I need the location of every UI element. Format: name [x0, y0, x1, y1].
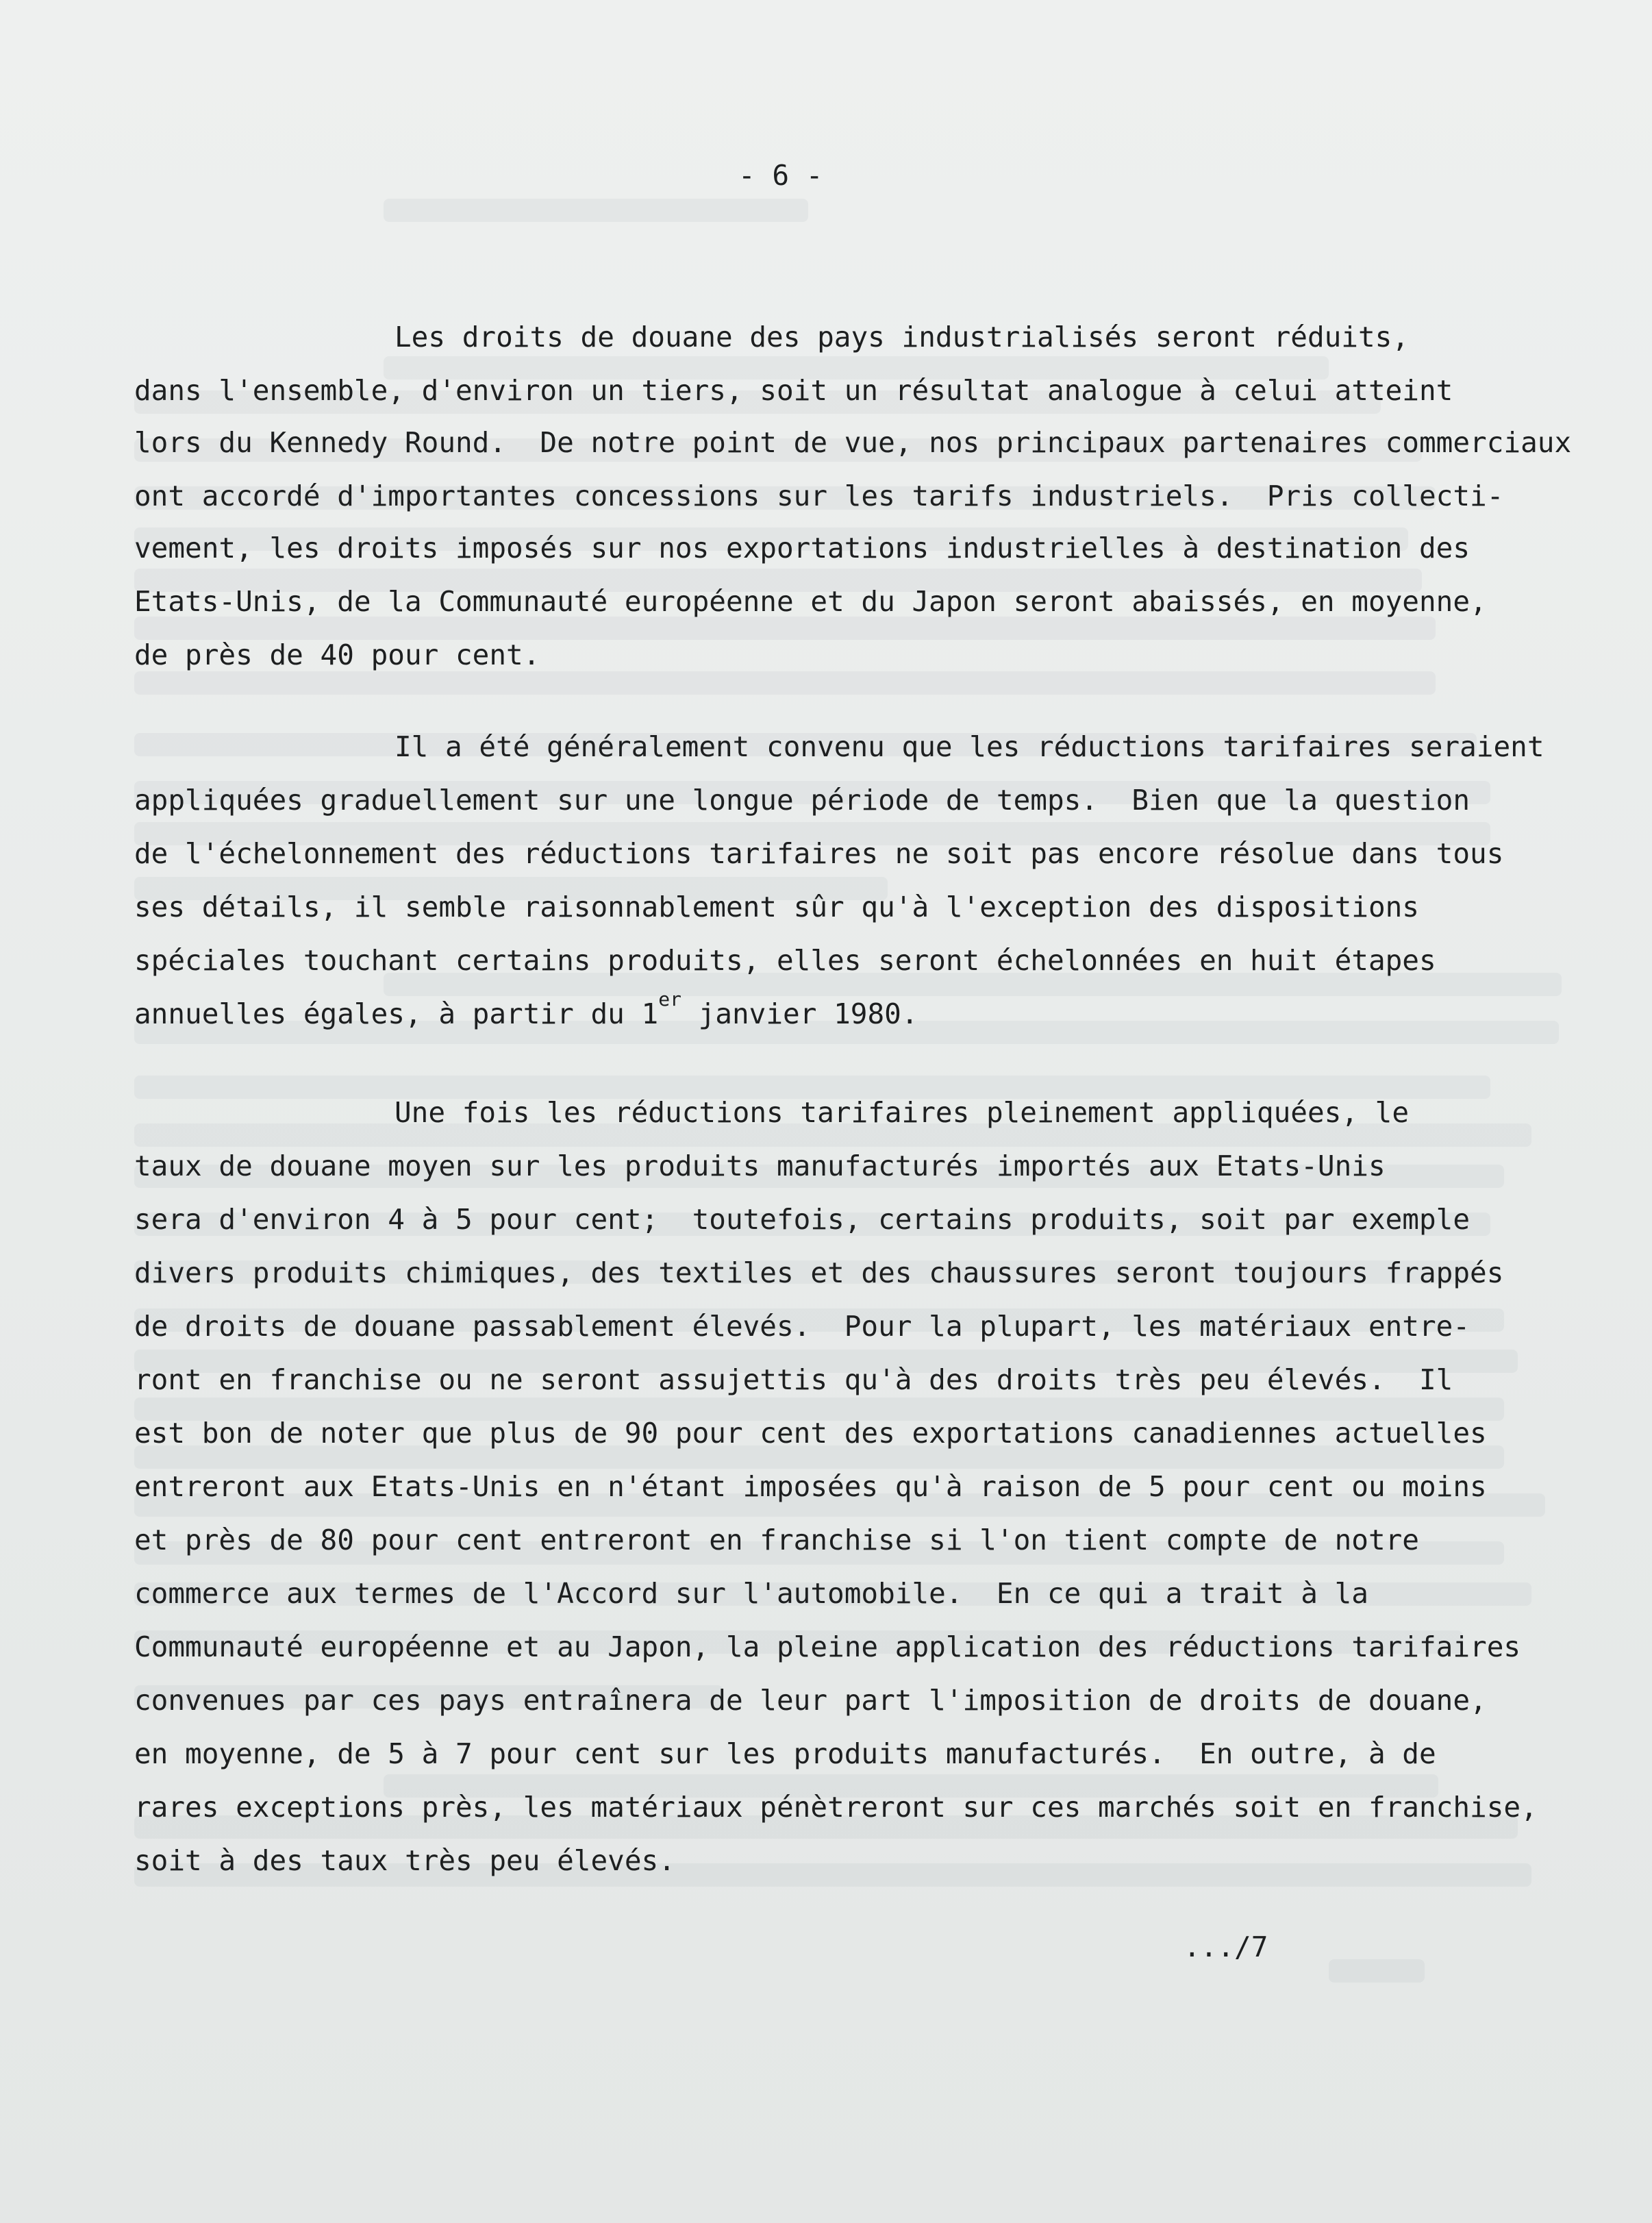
page-number: - 6 -	[738, 159, 823, 192]
paragraph-2-line-1: Il a été généralement convenu que les réductions tarifaires seraient	[395, 730, 1544, 763]
paragraph-2-line-6-end: janvier 1980.	[681, 997, 918, 1030]
paragraph-2-line-6	[134, 988, 1614, 1030]
paragraph-1-line-7: de près de 40 pour cent.	[134, 638, 540, 671]
paragraph-3-line-4: divers produits chimiques, des textiles et des chaussures seront toujours frappés	[134, 1256, 1504, 1289]
paragraph-3-line-14: rares exceptions près, les matériaux pénètreront sur ces marchés soit en franchise,	[134, 1791, 1538, 1824]
paragraph-1-line-4: ont accordé d'importantes concessions sur les tarifs industriels. Pris collecti-	[134, 480, 1504, 512]
paragraph-3-line-3: sera d'environ 4 à 5 pour cent; toutefois, certains produits, soit par exemple	[134, 1203, 1470, 1236]
paragraph-2-line-4: ses détails, il semble raisonnablement sûr qu'à l'exception des dispositions	[134, 891, 1419, 923]
paragraph-2-line-6-start: annuelles égales, à partir du 1	[134, 997, 659, 1030]
continuation-marker: .../7	[1184, 1930, 1268, 1963]
ordinal-superscript: er	[658, 988, 681, 1010]
paragraph-3-line-11: Communauté européenne et au Japon, la pleine application des réductions tarifaires	[134, 1630, 1521, 1663]
paragraph-2-line-5: spéciales touchant certains produits, elles seront échelonnées en huit étapes	[134, 944, 1436, 977]
paragraph-1-line-5: vement, les droits imposés sur nos exportations industrielles à destination des	[134, 532, 1470, 564]
paragraph-1-line-1: Les droits de douane des pays industrialisés seront réduits,	[395, 321, 1410, 353]
paragraph-3-line-5: de droits de douane passablement élevés. Pour la plupart, les matériaux entre-	[134, 1310, 1470, 1343]
paragraph-3-line-9: et près de 80 pour cent entreront en franchise si l'on tient compte de notre	[134, 1524, 1419, 1556]
paragraph-3-line-6: ront en franchise ou ne seront assujettis qu'à des droits très peu élevés. Il	[134, 1363, 1453, 1396]
paragraph-3-line-7: est bon de noter que plus de 90 pour cent des exportations canadiennes actuelles	[134, 1417, 1487, 1450]
paragraph-3-line-1: Une fois les réductions tarifaires pleinement appliquées, le	[395, 1096, 1410, 1129]
paragraph-1-line-6: Etats-Unis, de la Communauté européenne et du Japon seront abaissés, en moyenne,	[134, 585, 1487, 618]
paragraph-3-line-8: entreront aux Etats-Unis en n'étant imposées qu'à raison de 5 pour cent ou moins	[134, 1470, 1487, 1503]
paragraph-3-line-15: soit à des taux très peu élevés.	[134, 1844, 675, 1877]
paragraph-3-line-12: convenues par ces pays entraînera de leur part l'imposition de droits de douane,	[134, 1684, 1487, 1717]
paragraph-3-line-10: commerce aux termes de l'Accord sur l'automobile. En ce qui a trait à la	[134, 1577, 1368, 1610]
paragraph-2-line-2: appliquées graduellement sur une longue période de temps. Bien que la question	[134, 784, 1470, 817]
paragraph-1-line-3: lors du Kennedy Round. De notre point de vue, nos principaux partenaires commerciaux	[134, 426, 1572, 459]
paragraph-2-line-3: de l'échelonnement des réductions tarifaires ne soit pas encore résolue dans tous	[134, 837, 1504, 870]
paragraph-3-line-13: en moyenne, de 5 à 7 pour cent sur les produits manufacturés. En outre, à de	[134, 1737, 1436, 1770]
paragraph-1-line-2: dans l'ensemble, d'environ un tiers, soit un résultat analogue à celui atteint	[134, 374, 1453, 407]
paragraph-3-line-2: taux de douane moyen sur les produits manufacturés importés aux Etats-Unis	[134, 1150, 1386, 1182]
